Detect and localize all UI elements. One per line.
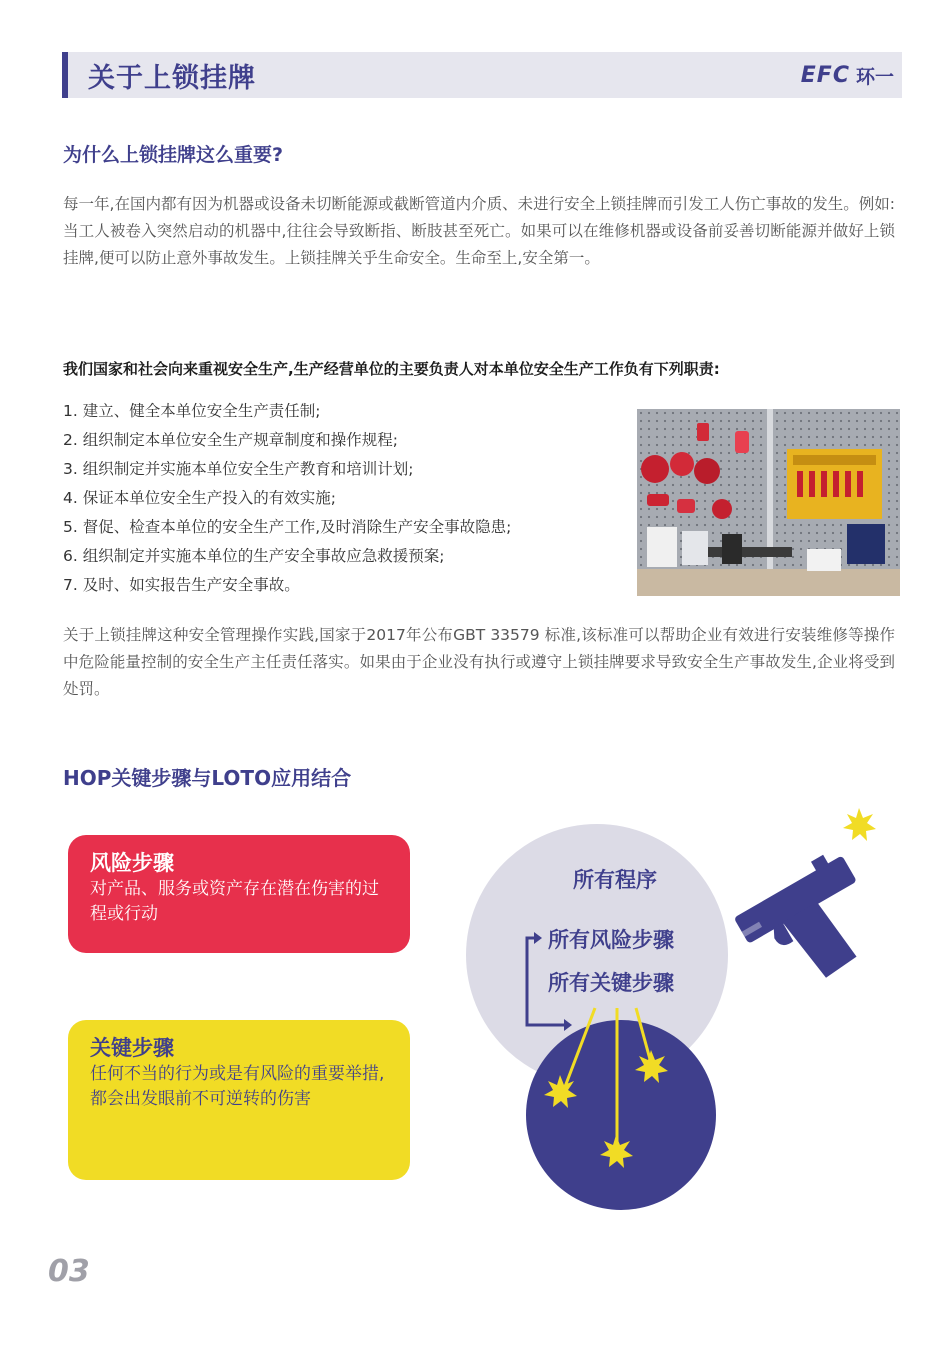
list-item: 3. 组织制定并实施本单位安全生产教育和培训计划;	[63, 460, 414, 478]
efc-logo	[801, 62, 894, 89]
hop-loto-diagram	[440, 800, 920, 1220]
logo-mark: EFC	[800, 63, 850, 88]
key-steps-circle	[526, 1020, 716, 1210]
list-item: 2. 组织制定本单位安全生产规章制度和操作规程;	[63, 431, 398, 449]
header-accent	[62, 52, 68, 98]
page-title: 关于上锁挂牌	[88, 63, 256, 94]
list-item: 4. 保证本单位安全生产投入的有效实施;	[63, 489, 336, 507]
section-title-why: 为什么上锁挂牌这么重要?	[63, 144, 284, 166]
list-item: 5. 督促、检查本单位的安全生产工作,及时消除生产安全事故隐患;	[63, 518, 512, 536]
list-item: 1. 建立、健全本单位安全生产责任制;	[63, 402, 321, 420]
why-paragraph: 每一年,在国内都有因为机器或设备未切断能源或截断管道内介质、未进行安全上锁挂牌而引发工人伤亡事故的发生。例如:当工人被卷入突然启动的机器中,往往会导致断指、断肢甚至死亡。如果可以在维修机器或设备前妥善切断能源并做好上锁挂牌,便可以防止意外事故发生。上锁挂牌关乎生命安全。生命至上,安全第一。	[63, 195, 895, 267]
all-risk-steps-label: 所有风险步骤	[548, 928, 674, 952]
risk-step-card	[68, 835, 410, 953]
logo-text: 环一	[855, 66, 894, 88]
duties-intro: 我们国家和社会向来重视安全生产,生产经营单位的主要负责人对本单位安全生产工作负有下列职责:	[63, 360, 720, 378]
list-item: 7. 及时、如实报告生产安全事故。	[63, 576, 300, 594]
key-step-title: 关键步骤	[90, 1036, 174, 1060]
duties-list	[63, 397, 511, 600]
risk-step-title: 风险步骤	[90, 851, 174, 875]
all-procedures-label: 所有程序	[573, 868, 657, 892]
gun-icon	[729, 847, 891, 1003]
key-step-desc: 任何不当的行为或是有风险的重要举措,都会出发眼前不可逆转的伤害	[90, 1064, 385, 1109]
all-key-steps-label: 所有关键步骤	[548, 971, 674, 995]
standard-paragraph: 关于上锁挂牌这种安全管理操作实践,国家于2017年公布GBT 33579 标准,该标准可以帮助企业有效进行安装维修等操作中危险能量控制的安全生产主任责任落实。如果由于企业没有执行或遵守上锁挂牌要求导致安全生产事故发生,企业将受到处罚。	[63, 626, 895, 698]
risk-step-desc: 对产品、服务或资产存在潜在伤害的过程或行动	[90, 879, 379, 924]
page-number: 03	[48, 1254, 90, 1289]
lockout-station-photo	[637, 409, 900, 596]
section-title-hop: HOP关键步骤与LOTO应用结合	[63, 766, 352, 790]
key-step-card	[68, 1020, 410, 1180]
list-item: 6. 组织制定并实施本单位的生产安全事故应急救援预案;	[63, 547, 445, 565]
